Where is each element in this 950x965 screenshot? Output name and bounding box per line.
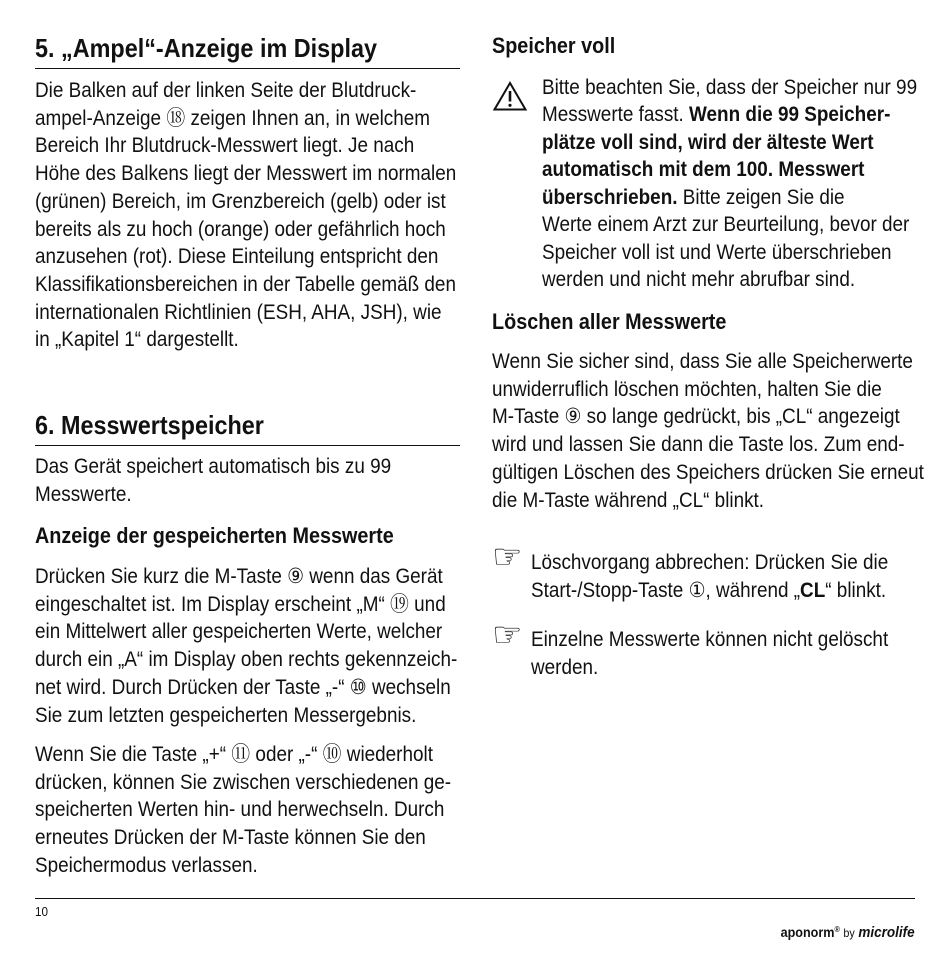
heading-rule — [35, 68, 460, 69]
bold-text: plätze voll sind, wird der älteste Wert — [542, 130, 874, 154]
memory-full-warning-text — [542, 74, 917, 294]
section-5-heading: 5. „Ampel“-Anzeige im Display — [35, 33, 377, 63]
text-line: Drücken Sie kurz die M-Taste ⑨ wenn das Gerät — [35, 565, 443, 588]
text-line: unwiderruflich löschen möchten, halten Sie die — [492, 377, 882, 401]
text-line — [542, 184, 880, 211]
text-line: Wenn Sie die Taste „+“ ⑪ oder „-“ ⑩ wiederholt — [35, 743, 433, 766]
text-line — [542, 101, 891, 128]
text-line: Sie zum letzten gespeicherten Messergebnis. — [35, 703, 417, 727]
note-cancel-delete-text — [531, 549, 917, 604]
text-line: ampel-Anzeige ⑱ zeigen Ihnen an, in welchem — [35, 106, 431, 130]
registered-mark: ® — [834, 925, 841, 934]
section-6-intro — [35, 453, 460, 508]
text-line: die M-Taste während „CL“ blinkt. — [492, 488, 765, 512]
brand-name: aponorm — [780, 924, 835, 940]
delete-all-heading: Löschen aller Messwerte — [492, 309, 727, 334]
page-number: 10 — [35, 904, 49, 919]
navigate-values-paragraph — [35, 741, 460, 880]
text-line: Bereich Ihr Blutdruck-Messwert liegt. Je nach — [35, 134, 415, 158]
text-line: wird und lassen Sie dann die Taste los. Zum end- — [492, 433, 905, 457]
text-segment: Bitte zeigen Sie die — [677, 185, 845, 209]
text-line: Werte einem Arzt zur Beurteilung, bevor der — [542, 213, 910, 237]
text-line: in „Kapitel 1“ dargestellt. — [35, 328, 239, 352]
text-segment: Start-/Stopp-Taste ①, während „ — [531, 578, 801, 602]
text-line: Wenn Sie sicher sind, dass Sie alle Speicherwerte — [492, 350, 913, 373]
text-line: Speicher voll ist und Werte überschrieben — [542, 240, 892, 264]
section-5-paragraph — [35, 77, 460, 354]
text-line: Die Balken auf der linken Seite der Blutdruck- — [35, 79, 417, 102]
text-line: Das Gerät speichert automatisch bis zu 99 — [35, 455, 392, 478]
brand-logo — [757, 902, 915, 941]
text-line: eingeschaltet ist. Im Display erscheint „M“ ⑲ und — [35, 592, 446, 616]
brand-by: by — [843, 926, 856, 940]
text-line: durch ein „A“ im Display oben rechts gekennzeich- — [35, 648, 458, 672]
memory-full-heading: Speicher voll — [492, 33, 616, 58]
text-line: Messwerte. — [35, 482, 132, 506]
pointing-hand-icon — [492, 540, 530, 574]
section-6-heading: 6. Messwertspeicher — [35, 410, 264, 440]
note-single-delete-text — [531, 626, 917, 681]
text-line: Einzelne Messwerte können nicht gelöscht — [531, 628, 889, 651]
text-line: (grünen) Bereich, im Grenzbereich (gelb) oder ist — [35, 189, 446, 213]
display-stored-values-paragraph — [35, 563, 460, 729]
text-segment: Messwerte fasst. — [542, 103, 690, 127]
text-line: net wird. Durch Drücken der Taste „-“ ⑩ wechseln — [35, 675, 451, 699]
text-line: werden. — [531, 655, 599, 679]
text-line: Bitte beachten Sie, dass der Speicher nur 99 — [542, 76, 918, 99]
text-line: erneutes Drücken der M-Taste können Sie den — [35, 826, 426, 850]
text-line: Löschvorgang abbrechen: Drücken Sie die — [531, 551, 889, 574]
bold-text: überschrieben. — [542, 185, 678, 209]
display-stored-values-heading: Anzeige der gespeicherten Messwerte — [35, 523, 394, 548]
text-line: bereits als zu hoch (orange) oder gefährlich hoch — [35, 217, 446, 241]
text-line: Speichermodus verlassen. — [35, 853, 258, 877]
text-line: gültigen Löschen des Speichers drücken Sie erneut — [492, 460, 924, 484]
text-line: speicherten Werten hin- und herwechseln. Durch — [35, 798, 445, 822]
footer-rule — [35, 898, 915, 899]
text-line: Klassifikationsbereichen in der Tabelle gemäß den — [35, 272, 456, 296]
text-line: M-Taste ⑨ so lange gedrückt, bis „CL“ angezeigt — [492, 405, 900, 429]
bold-text: Wenn die 99 Speicher- — [689, 103, 891, 127]
text-line — [542, 129, 880, 156]
warning-triangle-icon — [493, 81, 527, 111]
text-line: anzusehen (rot). Diese Einteilung entspricht den — [35, 245, 439, 269]
text-line: ein Mittelwert aller gespeicherten Werte, welcher — [35, 620, 443, 644]
text-segment: “ blinkt. — [825, 578, 887, 602]
delete-all-paragraph — [492, 348, 924, 514]
pointing-hand-icon — [492, 618, 530, 652]
text-line — [531, 577, 887, 605]
bold-text: CL — [800, 578, 826, 602]
text-line: internationalen Richtlinien (ESH, AHA, JSH), wie — [35, 300, 442, 324]
text-line: Höhe des Balkens liegt der Messwert im normalen — [35, 162, 457, 186]
heading-rule — [35, 445, 460, 446]
bold-text: automatisch mit dem 100. Messwert — [542, 158, 865, 182]
text-line — [542, 156, 880, 183]
text-line: drücken, können Sie zwischen verschiedenen ge- — [35, 770, 452, 794]
text-line: werden und nicht mehr abrufbar sind. — [542, 268, 856, 292]
brand-maker: microlife — [858, 924, 915, 941]
